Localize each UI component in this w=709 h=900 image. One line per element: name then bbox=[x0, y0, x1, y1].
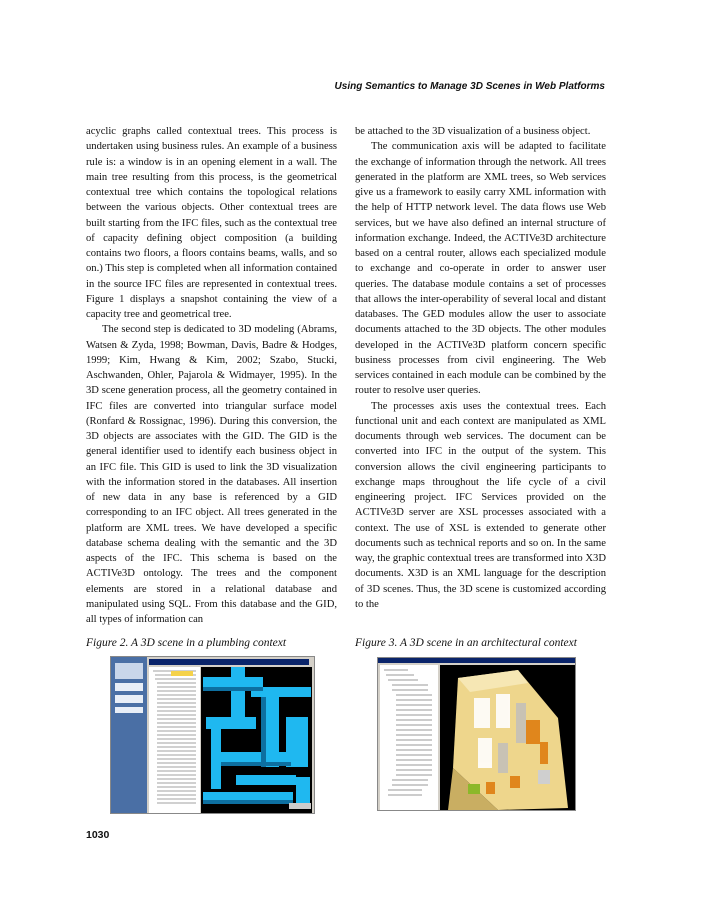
left-text-column bbox=[86, 124, 337, 627]
running-header: Using Semantics to Manage 3D Scenes in Web Platforms bbox=[334, 81, 605, 92]
paragraph: acyclic graphs called contextual trees. This process is undertaken using business rules. An example of a business rule is: a window is in an opening element in a wall. The main tree resulting from this process, is the geometrical contextual tree which contains the topological relations between the various objects. Other contextual trees are built starting from the IFC files, such as the contextual tree of capacity defining object composition (a building contains two floors, a floors contains beams, walls, and so on.) This step is completed when all information contained in the source IFC files are represented in contextual trees. Figure 1 displays a snapshot containing the view of a capacity tree and geometrical tree. bbox=[86, 126, 337, 320]
figure-3-screenshot bbox=[377, 657, 576, 811]
figure-2-caption: Figure 2. A 3D scene in a plumbing context bbox=[86, 637, 287, 649]
plumbing-scene-illustration bbox=[111, 657, 315, 814]
paragraph: The processes axis uses the contextual trees. Each functional unit and each context are manipulated as XML documents through web services. The document can be converted into IFC in the output of the system. This conversion allows the civil engineering participants to exchange maps throughout the life cycle of a civil engineering project. IFC Services provided on the ACTIVe3D server are XSL processes associated with a context. The use of XSL is extended to generate other documents such as technical reports and so on. In the same way, the graphic contextual trees are transformed into X3D documents. X3D is an XML language for the description of 3D scenes. Thus, the 3D scene is customized according to the bbox=[355, 400, 606, 610]
paragraph: The second step is dedicated to 3D modeling (Abrams, Watsen & Zyda, 1998; Bowman, Davis, Badre & Hodges, 1999; Kim, Hwang & Kim, 2002; Szabo, Stucki, Aschwanden, Ohler, Pajarola & Widmayer, 1995). In the 3D scene generation process, all the geometry contained in IFC files are converted into triangular surface model (Ronfard & Rossignac, 1996). During this conversion, the 3D objects are associates with the GID. The GID is the general identifier used to identify each business object in an IFC file. This GID is used to link the 3D visualization with the information stored in the databases. All insertion of new data in any base is referenced by a GID corresponding to an IFC object. All trees generated in the platform are XML trees. We have developed a specific database schema dealing with the semantic and the 3D aspects of the IFC. This schema is based on the ACTIVe3D ontology. The trees and the component elements are stored in a relational database and manipulated using SQL. From this database and the GID, all types of information can bbox=[86, 324, 337, 625]
architectural-scene-illustration bbox=[378, 658, 576, 811]
figure-2-screenshot bbox=[110, 656, 315, 814]
paragraph: be attached to the 3D visualization of a business object. bbox=[355, 126, 591, 137]
right-text-column bbox=[355, 124, 606, 612]
paragraph: The communication axis will be adapted to facilitate the exchange of information through the network. All trees generated in the platform are XML trees, so Web services give us a framework to easily carry XML information with the help of HTTP network level. The data flows use Web services, but we have also defined an internal structure of information exchange. Indeed, the ACTIVe3D architecture based on a central router, allows each specialized module to exchange and co-operate in order to answer user queries. The database module contains a set of processes that allows the inter-operability of several local and distant databases. The GED modules allow the user to associate documents attached to the 3D objects. The other modules developed in the ACTIVe3D platform concern specific business processes from civil engineering. The Web services contained in each module can be combined by the router to resolve user queries. bbox=[355, 141, 606, 397]
figure-3-caption: Figure 3. A 3D scene in an architectural context bbox=[355, 637, 577, 649]
page-number: 1030 bbox=[86, 829, 110, 841]
